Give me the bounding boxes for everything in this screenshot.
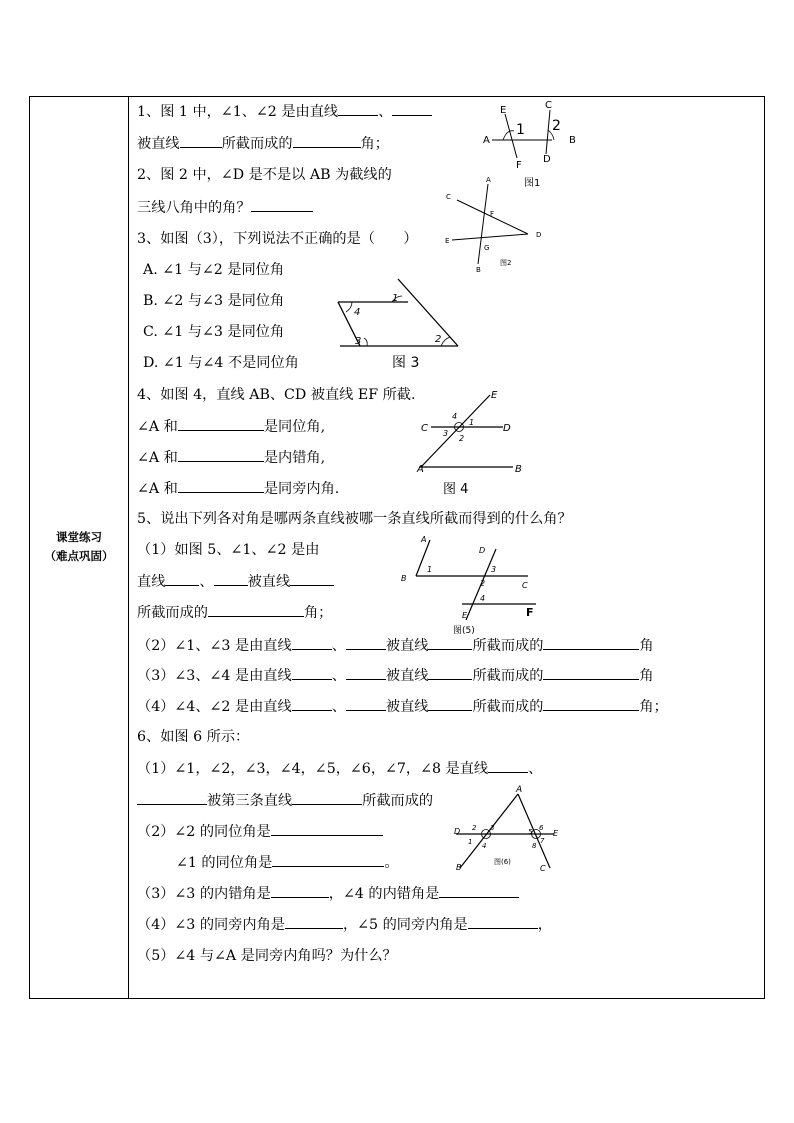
svg-text:图 3: 图 3 (392, 355, 420, 371)
svg-text:C: C (446, 193, 451, 201)
q5-stem: 5、说出下列各对角是哪两条直线被哪一条直线所截而得到的什么角？ (137, 511, 572, 527)
q2-blank[interactable] (251, 197, 313, 212)
q6-p2-blank2[interactable] (272, 852, 384, 867)
svg-text:2: 2 (472, 824, 477, 832)
svg-text:4: 4 (354, 307, 361, 318)
q4-blank-c[interactable] (178, 478, 264, 493)
figure-4 (415, 386, 535, 498)
q5-p2-blank2[interactable] (346, 635, 386, 650)
svg-text:1: 1 (392, 293, 399, 304)
q5-part1-line1: （1）如图 5、∠1、∠2 是由 (137, 542, 320, 558)
q5-p1-blank4[interactable] (208, 602, 304, 617)
q2-line2: 三线八角中的角？ (137, 197, 313, 218)
q6-part2-line1: （2）∠2 的同位角是 (137, 821, 383, 842)
svg-text:2: 2 (480, 579, 486, 588)
svg-text:A: A (516, 785, 523, 795)
svg-text:图2: 图2 (500, 259, 512, 267)
svg-text:B: B (456, 863, 462, 872)
svg-text:7: 7 (540, 837, 545, 845)
q6-p4-blank1[interactable] (285, 914, 343, 929)
q5-p2-blank3[interactable] (428, 635, 472, 650)
q4-stem: 4、如图 4，直线 AB、CD 被直线 EF 所截. (137, 387, 416, 403)
q6-part4: （4）∠3 的同旁内角是 ，∠5 的同旁内角是 ， (137, 914, 552, 935)
svg-text:D: D (503, 423, 511, 434)
q3-option-d: D. ∠1 与∠4 不是同位角 (143, 355, 299, 371)
q6-p3-blank1[interactable] (271, 883, 329, 898)
svg-text:A: A (486, 176, 491, 184)
q5-part1-line2: 直线 、 被直线 (137, 571, 334, 592)
svg-text:6: 6 (539, 824, 544, 832)
q5-p4-blank3[interactable] (428, 696, 472, 711)
q2-line1: 2、图 2 中，∠D 是不是以 AB 为截线的 (137, 167, 392, 183)
q6-p1-blank3[interactable] (292, 790, 362, 805)
svg-text:A: A (421, 535, 427, 544)
q6-p4-blank2[interactable] (468, 914, 538, 929)
svg-text:C: C (545, 100, 552, 111)
svg-text:F: F (490, 210, 495, 218)
q6-stem: 6、如图 6 所示： (137, 729, 250, 745)
q1-blank3[interactable] (180, 133, 222, 148)
svg-text:图(6): 图(6) (494, 858, 511, 866)
svg-text:4: 4 (452, 412, 458, 421)
svg-text:E: E (553, 829, 559, 838)
section-subtitle: （难点巩固） (44, 549, 114, 563)
svg-text:图1: 图1 (524, 178, 541, 189)
svg-text:图(5): 图(5) (453, 626, 475, 636)
q3-option-a: A. ∠1 与∠2 是同位角 (143, 262, 285, 278)
svg-text:3: 3 (491, 565, 497, 574)
q5-part1-line3: 所截而成的 角； (137, 602, 332, 623)
svg-text:E: E (500, 105, 507, 116)
q6-p1-blank1[interactable] (488, 758, 528, 773)
svg-text:D: D (479, 546, 486, 555)
q4-blank-a[interactable] (178, 416, 264, 431)
q6-p1-blank2[interactable] (137, 790, 207, 805)
svg-text:1: 1 (468, 838, 473, 846)
section-title: 课堂练习 (56, 530, 102, 544)
q5-p4-blank2[interactable] (346, 696, 386, 711)
figure-6 (452, 782, 572, 874)
q5-p3-blank2[interactable] (346, 665, 386, 680)
svg-text:4: 4 (482, 842, 487, 850)
svg-text:E: E (462, 611, 468, 620)
svg-text:3: 3 (355, 336, 362, 347)
svg-text:2: 2 (552, 118, 561, 134)
svg-text:1: 1 (427, 565, 433, 574)
q5-p4-blank1[interactable] (292, 696, 332, 711)
q5-p3-blank4[interactable] (543, 665, 639, 680)
q5-p3-blank3[interactable] (428, 665, 472, 680)
q5-part3: （3）∠3、∠4 是由直线 、 被直线 所截而成的 角 (137, 665, 654, 686)
q3-stem: 3、如图（3），下列说法不正确的是（ ） (137, 231, 418, 247)
figure-3 (330, 270, 470, 374)
svg-text:1: 1 (516, 122, 525, 138)
q5-part4: （4）∠4、∠2 是由直线 、 被直线 所截而成的 角； (137, 696, 668, 717)
svg-text:E: E (445, 237, 450, 245)
q5-p2-blank4[interactable] (543, 635, 639, 650)
svg-text:A: A (483, 135, 490, 146)
svg-text:F: F (516, 160, 522, 171)
svg-text:C: C (540, 864, 546, 873)
q4-line-a: ∠A 和 是同位角, (137, 416, 325, 437)
svg-text:3: 3 (443, 429, 449, 438)
svg-text:E: E (491, 390, 498, 401)
q5-p1-blank3[interactable] (290, 571, 334, 586)
q3-option-c: C. ∠1 与∠3 是同位角 (143, 324, 285, 340)
svg-text:图 4: 图 4 (443, 482, 469, 497)
q4-line-c: ∠A 和 是同旁内角. (137, 478, 339, 499)
figure-5 (398, 532, 548, 638)
q5-p1-blank1[interactable] (165, 571, 199, 586)
q1-line1: 1、图 1 中，∠1、∠2 是由直线 、 (137, 101, 432, 122)
q1-blank4[interactable] (293, 133, 361, 148)
svg-text:2: 2 (435, 334, 442, 345)
q6-part3: （3）∠3 的内错角是 ，∠4 的内错角是 (137, 883, 519, 904)
svg-text:F: F (526, 606, 534, 619)
q3-option-b: B. ∠2 与∠3 是同位角 (143, 293, 285, 309)
svg-text:D: D (536, 231, 542, 239)
svg-text:B: B (476, 266, 481, 274)
svg-text:C: C (522, 581, 528, 590)
q1-blank2[interactable] (392, 101, 432, 116)
svg-text:5: 5 (528, 828, 533, 836)
svg-text:C: C (421, 423, 428, 434)
q5-part2: （2）∠1、∠3 是由直线 、 被直线 所截而成的 角 (137, 635, 654, 656)
svg-text:B: B (569, 135, 576, 146)
svg-text:3: 3 (490, 824, 495, 832)
svg-text:2: 2 (459, 434, 465, 443)
q6-part5: （5）∠4 与∠A 是同旁内角吗？为什么？ (137, 948, 397, 964)
q5-p3-blank1[interactable] (292, 665, 332, 680)
svg-text:G: G (484, 244, 490, 252)
q6-part1-line1: （1）∠1，∠2，∠3，∠4，∠5，∠6，∠7，∠8 是直线 、 (137, 758, 542, 779)
svg-text:D: D (543, 154, 551, 165)
svg-text:B: B (401, 574, 407, 583)
figure-2 (440, 172, 550, 274)
q6-part1-line2: 被第三条直线 所截而成的 (137, 790, 433, 811)
q6-p2-blank1[interactable] (271, 821, 383, 836)
svg-text:D: D (454, 827, 461, 836)
section-label (29, 528, 129, 566)
q5-p1-blank2[interactable] (214, 571, 248, 586)
q5-p2-blank1[interactable] (292, 635, 332, 650)
q1-line2: 被直线 所截而成的 角； (137, 133, 389, 154)
q5-p4-blank4[interactable] (543, 696, 639, 711)
svg-text:8: 8 (532, 842, 537, 850)
q4-line-b: ∠A 和 是内错角, (137, 447, 325, 468)
svg-text:1: 1 (469, 418, 475, 427)
q4-blank-b[interactable] (178, 447, 264, 462)
svg-text:A: A (417, 464, 424, 475)
svg-text:B: B (515, 464, 522, 475)
q1-blank1[interactable] (338, 101, 378, 116)
q6-p3-blank2[interactable] (439, 883, 519, 898)
q6-part2-line2: ∠1 的同位角是 。 (176, 852, 399, 873)
svg-text:4: 4 (480, 594, 486, 603)
